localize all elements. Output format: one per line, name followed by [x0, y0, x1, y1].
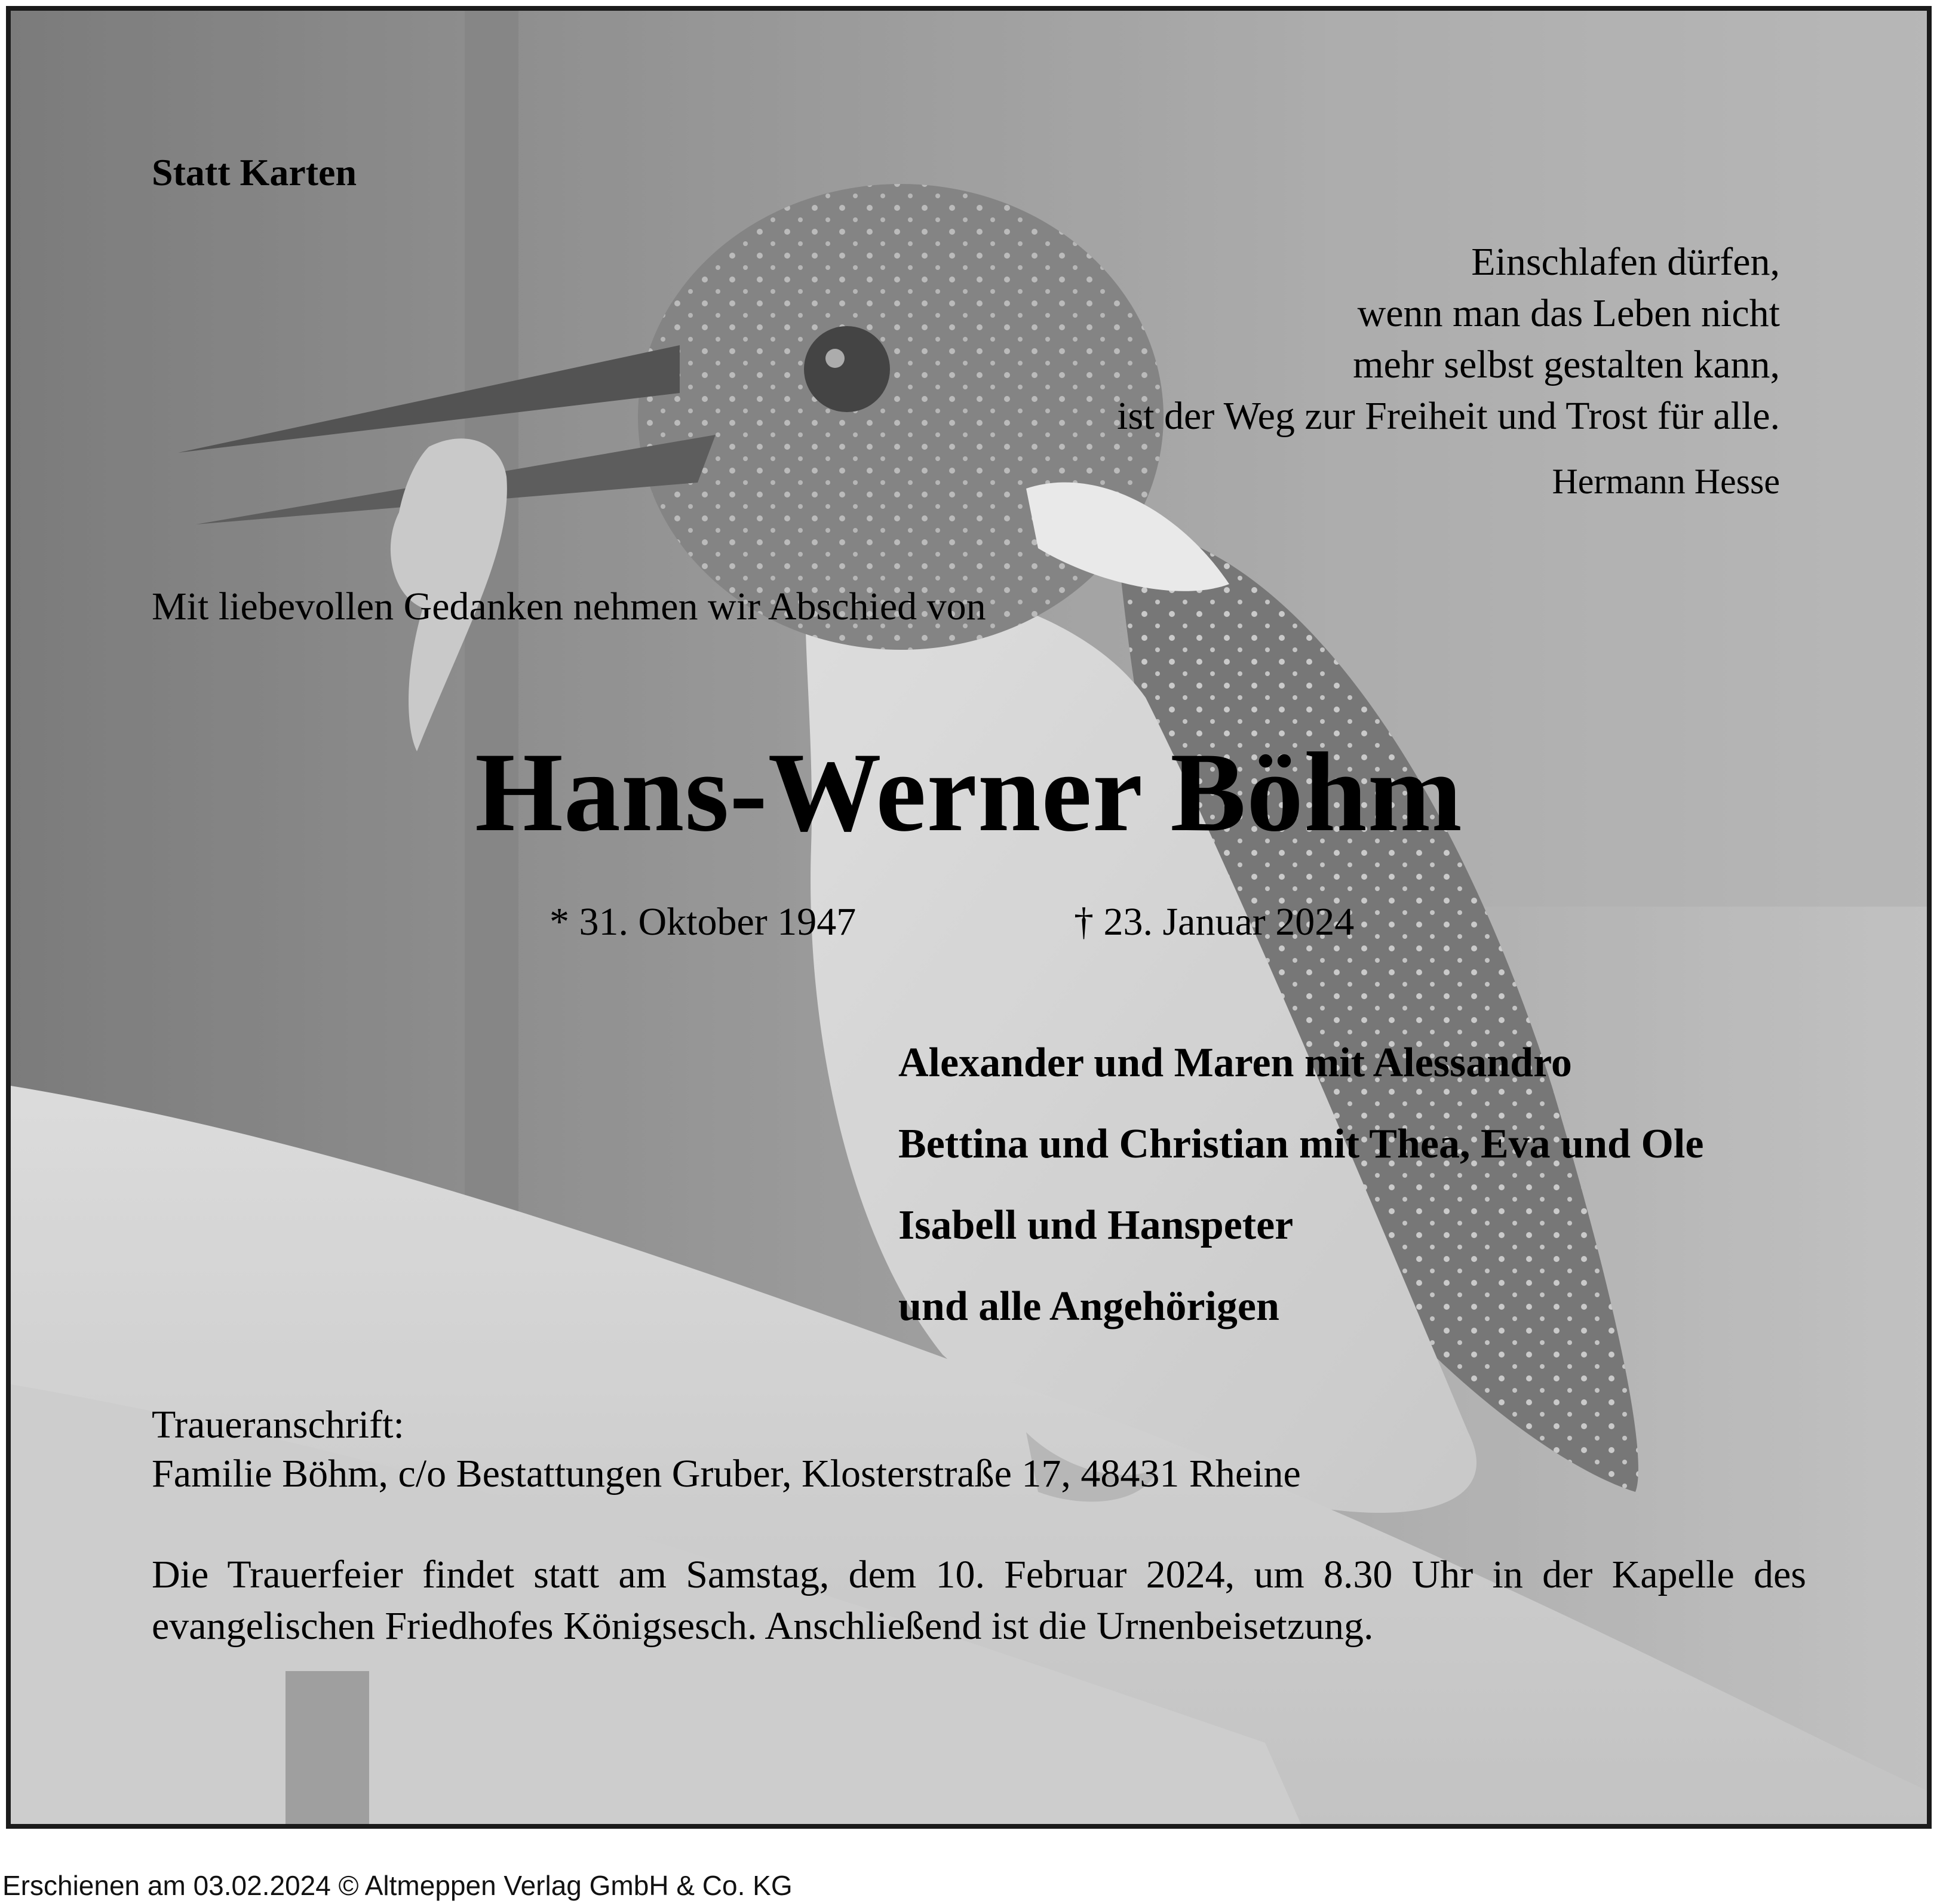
- mourner-line: Bettina und Christian mit Thea, Eva und Ole: [898, 1121, 1704, 1167]
- poem-author: Hermann Hesse: [1552, 462, 1780, 501]
- publication-footer: Erschienen am 03.02.2024 © Altmeppen Verlag GmbH & Co. KG: [2, 1870, 793, 1901]
- mourning-address: Familie Böhm, c/o Bestattungen Gruber, Klosterstraße 17, 48431 Rheine: [152, 1452, 1301, 1495]
- address-label: Traueranschrift:: [152, 1403, 404, 1447]
- mourner-line: Alexander und Maren mit Alessandro: [898, 1040, 1572, 1086]
- death-date: † 23. Januar 2024: [1074, 900, 1355, 944]
- poem: [1117, 237, 1780, 442]
- mourner-line: und alle Angehörigen: [898, 1283, 1279, 1329]
- poem-line: wenn man das Leben nicht: [1357, 291, 1780, 335]
- poem-line: Einschlafen dürfen,: [1471, 240, 1780, 284]
- deceased-name: Hans-Werner Böhm: [475, 730, 1463, 855]
- farewell-intro: Mit liebevollen Gedanken nehmen wir Abschied von: [152, 585, 986, 628]
- mourner-line: Isabell und Hanspeter: [898, 1202, 1294, 1248]
- mourners-list: [898, 1034, 1703, 1359]
- ceremony-info: Die Trauerfeier findet statt am Samstag, dem 10. Februar 2024, um 8.30 Uhr in der Kapelle des evangelischen Friedhofes Königsesch. Anschließend ist die Urnenbeisetzung.: [152, 1553, 1806, 1648]
- poem-line: ist der Weg zur Freiheit und Trost für alle.: [1117, 394, 1780, 438]
- birth-date: * 31. Oktober 1947: [550, 900, 857, 944]
- poem-line: mehr selbst gestalten kann,: [1353, 343, 1780, 386]
- statt-karten-label: Statt Karten: [152, 151, 357, 194]
- obituary-notice: [6, 6, 1932, 1829]
